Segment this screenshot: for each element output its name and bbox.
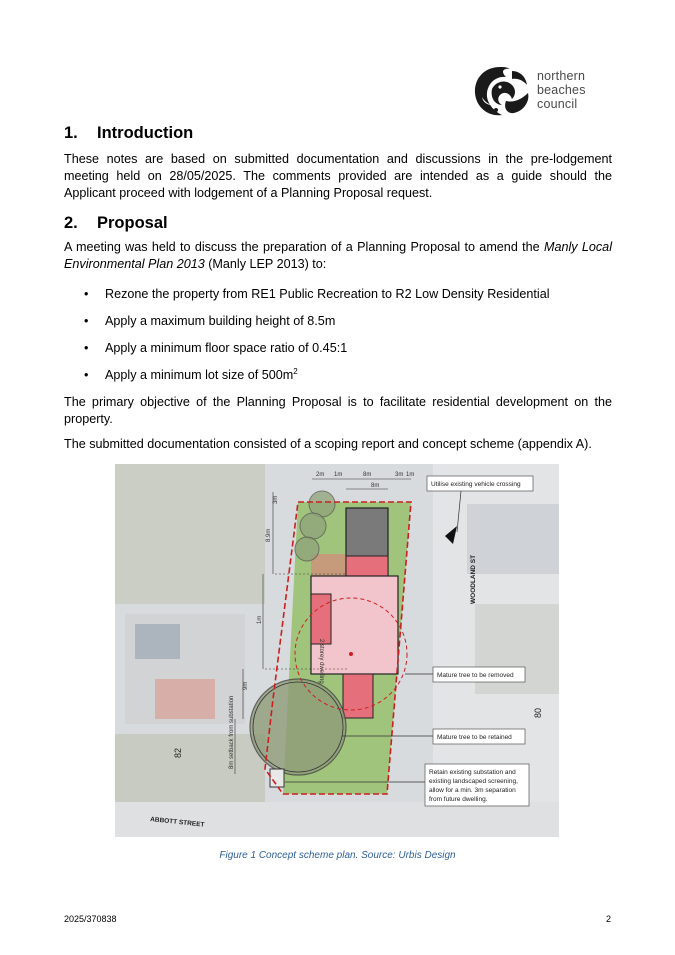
dim-2m: 2m xyxy=(316,472,325,478)
removed-tree-centre xyxy=(349,652,353,656)
bullet-rezone xyxy=(84,286,550,302)
lot-number-80: 80 xyxy=(533,707,543,718)
page-number: 2 xyxy=(606,914,612,924)
proposal-intro-suffix: (Manly LEP 2013) to: xyxy=(204,256,327,271)
superscript-2: 2 xyxy=(293,366,298,376)
section-1-number: 1. xyxy=(64,124,78,142)
bullet-fsr xyxy=(84,340,347,356)
bullet-text: Apply a minimum lot size of 500m xyxy=(105,368,294,382)
dwelling-highlight-south xyxy=(343,674,373,718)
dim-1m-side: 1m xyxy=(257,615,263,624)
small-tree-2 xyxy=(300,513,326,539)
proposal-intro-paragraph xyxy=(64,239,612,273)
proposal-intro-text: A meeting was held to discuss the preparation of a Planning Proposal to amend the xyxy=(64,240,544,254)
lep-title: Manly Local Environmental Plan 2013 xyxy=(64,240,612,271)
abbott-street-label: ABBOTT STREET xyxy=(149,816,205,829)
logo-line-1: northern xyxy=(537,69,586,83)
bullet-text: Rezone the property from RE1 Public Recreation to R2 Low Density Residential xyxy=(105,287,550,301)
section-1-heading xyxy=(64,124,193,143)
dwelling-highlight-west xyxy=(311,594,331,644)
callout-tree-retained-text: Mature tree to be retained xyxy=(437,734,512,741)
section-2-title: Proposal xyxy=(97,214,168,232)
concept-plan-drawing xyxy=(115,464,559,837)
logo-line-2: beaches xyxy=(537,83,586,97)
bullet-dot-icon: • xyxy=(84,314,89,328)
documentation-paragraph: The submitted documentation consisted of a scoping report and concept scheme (appendix A). xyxy=(64,437,592,451)
document-reference: 2025/370838 xyxy=(64,914,117,924)
callout-vehicle-crossing-text: Utilise existing vehicle crossing xyxy=(431,481,521,488)
dim-8-9m: 8.9m xyxy=(266,528,272,542)
bullet-lot-size xyxy=(84,367,298,383)
dim-3m-top: 3m xyxy=(395,472,404,478)
dim-1m-top: 1m xyxy=(406,472,415,478)
dim-8m-top: 8m xyxy=(363,472,372,478)
retained-tree xyxy=(250,679,346,775)
dim-3m-side: 3m xyxy=(273,495,279,504)
bullet-height xyxy=(84,313,335,329)
small-tree-3 xyxy=(295,537,319,561)
logo-line-3: council xyxy=(537,97,578,111)
garage-highlight xyxy=(346,556,388,576)
woodland-street-label: WOODLAND ST xyxy=(470,554,477,604)
dwelling-label: 2 storey dwelling xyxy=(318,639,324,684)
bullet-dot-icon: • xyxy=(84,368,89,382)
callout-substation-line-4: from future dwelling. xyxy=(429,796,488,803)
dim-substation-setback: 8m setback from substation xyxy=(229,695,235,769)
callout-substation-line-1: Retain existing substation and xyxy=(429,769,516,776)
dim-9m: 9m xyxy=(243,681,249,690)
bullet-text: Apply a maximum building height of 8.5m xyxy=(105,314,336,328)
dim-8m-garage: 8m xyxy=(371,483,380,489)
bullet-text: Apply a minimum floor space ratio of 0.45:1 xyxy=(105,341,348,355)
callout-tree-removed-text: Mature tree to be removed xyxy=(437,672,514,679)
substation xyxy=(270,769,284,787)
callout-substation-line-3: allow for a min. 3m separation xyxy=(429,787,516,794)
section-1-title: Introduction xyxy=(97,124,194,142)
introduction-paragraph: These notes are based on submitted documentation and discussions in the pre-lodgement meeting held on 28/05/2025. The comments provided are intended as a guide should the Applicant proceed with lodgement of a Planning Proposal request. xyxy=(64,152,612,200)
council-wordmark xyxy=(537,69,586,111)
concept-scheme-plan xyxy=(115,464,559,837)
bullet-dot-icon: • xyxy=(84,341,89,355)
section-2-number: 2. xyxy=(64,214,78,232)
section-2-heading xyxy=(64,214,168,233)
objective-paragraph: The primary objective of the Planning Proposal is to facilitate residential development on the property. xyxy=(64,395,612,426)
dim-1m: 1m xyxy=(334,472,343,478)
callout-substation-line-2: existing landscaped screening, xyxy=(429,778,518,785)
figure-caption: Figure 1 Concept scheme plan. Source: Urbis Design xyxy=(219,850,456,861)
bullet-dot-icon: • xyxy=(84,287,89,301)
lot-number-82: 82 xyxy=(173,747,183,758)
